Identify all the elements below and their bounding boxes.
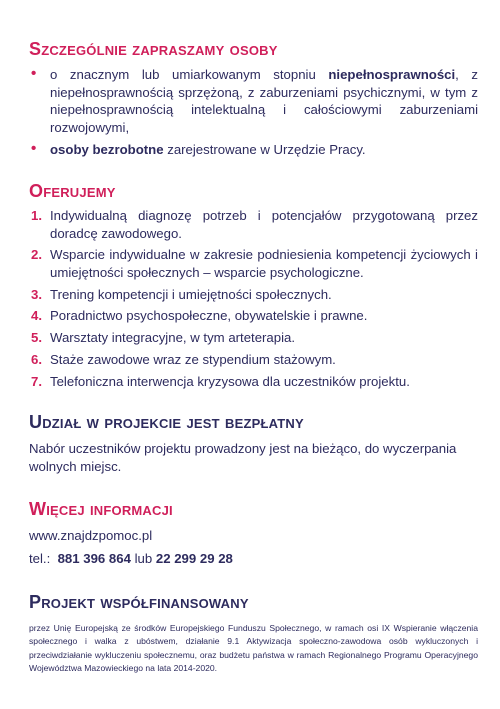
item-number: 1. [31, 208, 42, 223]
list-item: 1. Indywidualną diagnozę potrzeb i potencjałów przygotowaną przez doradcę zawodowego. [31, 208, 478, 241]
recruitment-text: Nabór uczestników projektu prowadzony jest na bieżąco, do wyczerpania wolnych miejsc. [29, 441, 457, 474]
section-cofinanced [29, 592, 478, 676]
list-item: 2. Wsparcie indywidualne w zakresie podniesienia kompetencji życiowych i umiejętności społecznych – wsparcie psychologiczne. [31, 247, 478, 280]
item-number: 4. [31, 308, 42, 324]
phone-line: tel.: 881 396 864 lub 22 299 29 28 [29, 550, 233, 566]
bullet-icon: • [31, 140, 37, 157]
highlight-unemployed: osoby bezrobotne [50, 142, 164, 157]
item-number: 2. [31, 247, 42, 263]
list-item: • osoby bezrobotne zarejestrowane w Urzędzie Pracy. [31, 140, 366, 157]
list-item: • o znacznym lub umiarkowanym stopniu niepełnosprawności, z niepełnosprawnością sprzężoną, z zaburzeniami psychicznymi, w tym z niepełnosprawnością intelektualną i całościowymi zaburzeniami rozwojowymi, [31, 65, 478, 135]
section-title-target-groups: Szczególnie zapraszamy osoby [29, 39, 278, 59]
target-groups-list [29, 66, 478, 159]
offer-list [29, 207, 478, 390]
section-free-participation [29, 412, 478, 475]
list-item: 7. Telefoniczna interwencja kryzysowa dla uczestników projektu. [31, 373, 410, 389]
phone-number-1[interactable]: 881 396 864 [57, 550, 131, 566]
phone-number-2[interactable]: 22 299 29 28 [155, 550, 233, 566]
item-number: 6. [31, 351, 42, 367]
highlight-disability: niepełnosprawności [328, 67, 456, 82]
item-number: 5. [31, 330, 42, 346]
section-offer [29, 181, 478, 395]
list-item: 3. Trening kompetencji i umiejętności społecznych. [31, 286, 332, 302]
item-number: 7. [31, 373, 42, 389]
list-item: 5. Warsztaty integracyjne, w tym arteterapia. [31, 330, 296, 346]
list-item: 4. Poradnictwo psychospołeczne, obywatelskie i prawne. [31, 308, 368, 324]
list-item: 6. Staże zawodowe wraz ze stypendium stażowym. [31, 351, 336, 367]
section-target-groups [29, 39, 478, 164]
phone-label: tel.: [29, 550, 51, 566]
section-title-more-info: Więcej informacji [29, 499, 173, 519]
website-link[interactable]: www.znajdzpomoc.pl [29, 528, 153, 543]
section-title-cofinanced: Projekt współfinansowany [29, 592, 249, 612]
item-number: 3. [31, 286, 42, 302]
funding-note: przez Unię Europejską ze środków Europejskiego Funduszu Społecznego, w ramach osi IX Wspieranie włączenia społecznego i walka z ubóstwem, działanie 9.1 Aktywizacja społeczno-zawodowa osób wykluczonych i przeciwdziałanie wykluczeniu społecznemu, oraz budżetu państwa w ramach Regionalnego Programu Operacyjnego Województwa Mazowieckiego na lata 2014-2020. [29, 623, 478, 674]
bullet-icon: • [31, 65, 37, 82]
section-title-offer: Oferujemy [29, 181, 116, 201]
section-title-free-participation: Udział w projekcie jest bezpłatny [29, 412, 304, 432]
contact-block [29, 527, 478, 567]
section-more-info [29, 499, 478, 572]
